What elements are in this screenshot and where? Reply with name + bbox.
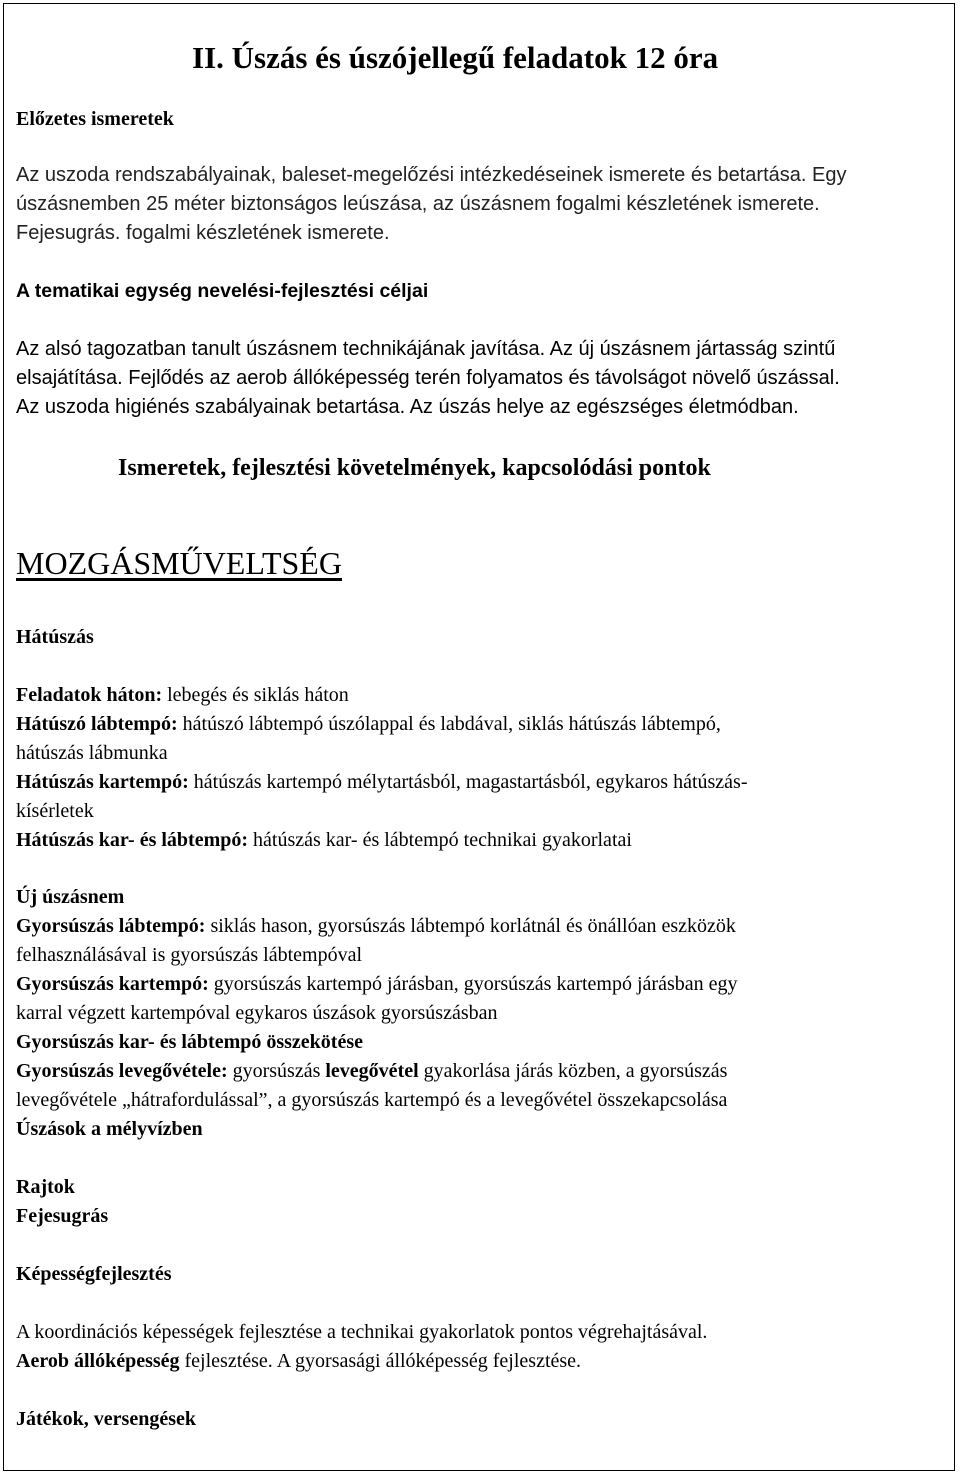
new-stroke-line-6	[16, 1060, 727, 1083]
text: fejlesztése. A gyorsasági állóképesség fejlesztése.	[179, 1350, 582, 1372]
new-stroke-line-3	[16, 973, 738, 996]
text: siklás hason, gyorsúszás lábtempó korlátnál és önállóan eszközök	[205, 915, 736, 937]
label: Gyorsúszás lábtempó:	[16, 915, 206, 937]
new-stroke-line-8: Úszások a mélyvízben	[16, 1118, 203, 1140]
new-stroke-line-5: Gyorsúszás kar- és lábtempó összekötése	[16, 1031, 364, 1053]
label: Hátúszás kartempó:	[16, 771, 189, 793]
label: Hátúszó lábtempó:	[16, 713, 178, 735]
text: hátúszó lábtempó úszólappal és labdával, siklás hátúszás lábtempó,	[177, 713, 721, 735]
text: hátúszás kartempó mélytartásból, magastartásból, egykaros hátúszás-	[188, 771, 748, 793]
document-page	[3, 3, 955, 1471]
ability-heading: Képességfejlesztés	[16, 1263, 172, 1285]
prior-knowledge-line: úszásnemben 25 méter biztonságos leúszása, az úszásnem fogalmi készletének ismerete.	[16, 193, 820, 215]
new-stroke-line-7: levegővétele „hátrafordulással”, a gyorsúszás kartempó és a levegővétel összekapcsolása	[16, 1089, 728, 1111]
backstroke-line-3: hátúszás lábmunka	[16, 742, 168, 764]
ability-line-2	[16, 1350, 581, 1373]
label: levegővétel	[325, 1060, 419, 1082]
prior-knowledge-line: Fejesugrás. fogalmi készletének ismerete.	[16, 222, 390, 244]
label: Hátúszás kar- és lábtempó:	[16, 829, 249, 851]
text: lebegés és siklás háton	[162, 684, 349, 706]
new-stroke-line-1	[16, 915, 736, 938]
backstroke-heading: Hátúszás	[16, 626, 94, 648]
new-stroke-line-2: felhasználásával is gyorsúszás lábtempóval	[16, 944, 362, 966]
prior-knowledge-line: Az uszoda rendszabályainak, baleset-megelőzési intézkedéseinek ismerete és betartása. Egy	[16, 164, 847, 186]
goals-line: Az alsó tagozatban tanult úszásnem technikájának javítása. Az új úszásnem jártasság szintű	[16, 338, 836, 360]
label: Gyorsúszás levegővétele:	[16, 1060, 228, 1082]
text: gyorsúszás kartempó járásban, gyorsúszás kartempó járásban egy	[208, 973, 738, 995]
backstroke-line-5: kísérletek	[16, 800, 94, 822]
label: Gyorsúszás kartempó:	[16, 973, 209, 995]
section-title: II. Úszás és úszójellegű feladatok 12 óra	[192, 40, 719, 75]
backstroke-line-4	[16, 771, 747, 794]
text: hátúszás kar- és lábtempó technikai gyakorlatai	[248, 829, 632, 851]
goals-line: elsajátítása. Fejlődés az aerob állóképesség terén folyamatos és távolságot növelő úszással.	[16, 367, 840, 389]
requirements-heading: Ismeretek, fejlesztési követelmények, kapcsolódási pontok	[118, 455, 711, 481]
goals-line: Az uszoda higiénés szabályainak betartása. Az úszás helye az egészséges életmódban.	[16, 396, 799, 418]
ability-line-1: A koordinációs képességek fejlesztése a technikai gyakorlatok pontos végrehajtásával.	[16, 1321, 708, 1343]
backstroke-line-2	[16, 713, 721, 736]
motor-culture-heading: MOZGÁSMŰVELTSÉG	[16, 545, 342, 581]
label: Aerob állóképesség	[16, 1350, 180, 1372]
new-stroke-heading: Új úszásnem	[16, 886, 125, 908]
goals-heading: A tematikai egység nevelési-fejlesztési céljai	[16, 280, 429, 302]
starts-item: Fejesugrás	[16, 1205, 109, 1227]
text: gyakorlása járás közben, a gyorsúszás	[418, 1060, 728, 1082]
text: gyorsúszás	[227, 1060, 326, 1082]
games-heading: Játékok, versengések	[16, 1408, 196, 1430]
new-stroke-line-4: karral végzett kartempóval egykaros úszások gyorsúszásban	[16, 1002, 498, 1024]
label: Feladatok háton:	[16, 684, 163, 706]
starts-heading: Rajtok	[16, 1176, 75, 1198]
backstroke-line-6	[16, 829, 632, 852]
prior-knowledge-heading: Előzetes ismeretek	[16, 108, 174, 130]
backstroke-line-1	[16, 684, 349, 707]
